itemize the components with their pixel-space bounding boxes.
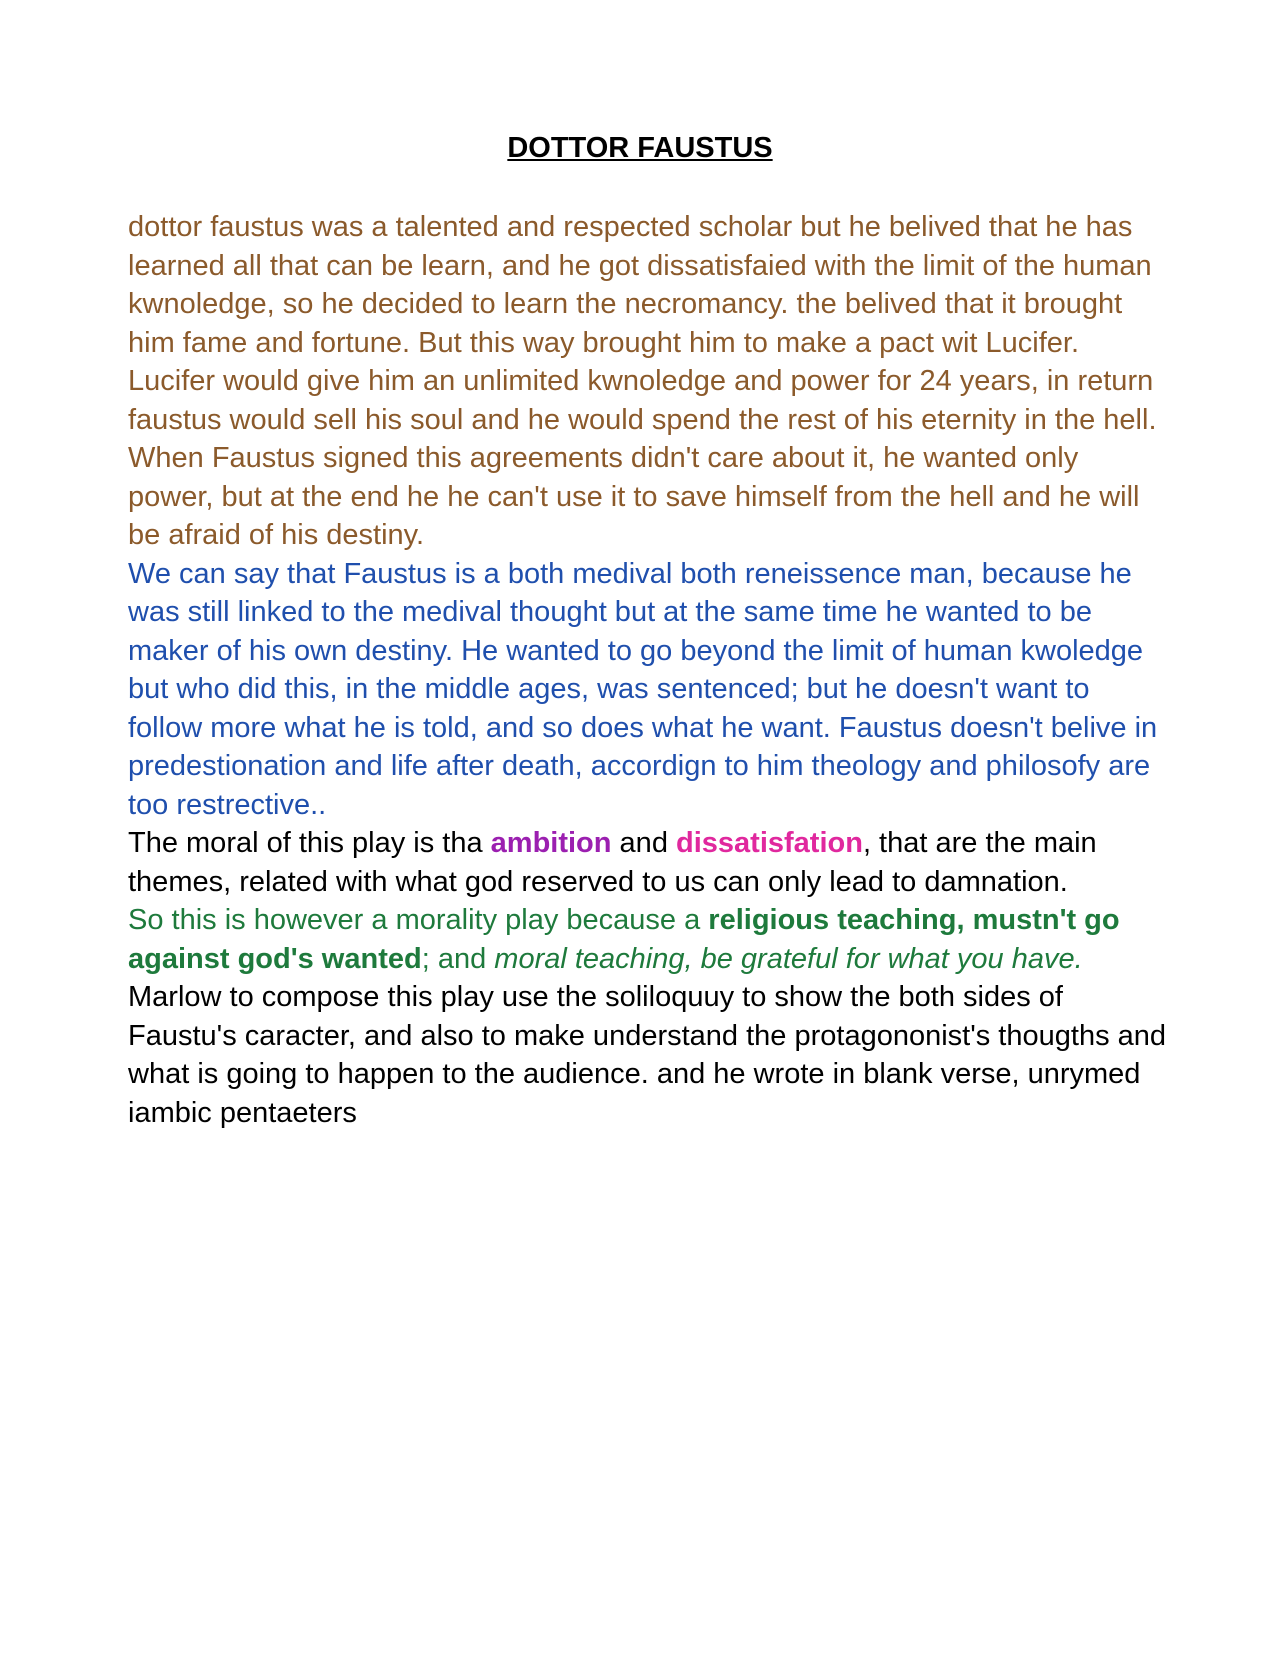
paragraph-plot: dottor faustus was a talented and respected scholar but he belived that he has learned all that can be learn, and he got dissatisfaied with the limit of the human kwnoledge, so he decided to learn the necromancy. the belived that it brought him fame and fortune. But this way brought him to make a pact wit Lucifer. Lucifer would give him an unlimited kwnoledge and power for 24 years, in return faustus would sell his soul and he would spend the rest of his eternity in the hell. When Faustus signed this agreements didn't care about it, he wanted only power, but at the end he he can't use it to save himself from the hell and he will be afraid of his destiny. <box>128 211 1157 551</box>
keyword-dissatisfation: dissatisfation <box>676 827 863 859</box>
paragraph-style: Marlow to compose this play use the soliloquuy to show the both sides of Faustu's caracter, and also to make understand the protagononist's thougths and what is going to happen to the audience. and he wrote in blank verse, unrymed iambic pentaeters <box>128 981 1167 1129</box>
moral-teaching-text: moral teaching, be grateful for what you have. <box>494 942 1083 975</box>
religious-teaching-text: religious teaching, mustn't go against god's wanted <box>128 904 1120 975</box>
paragraph-morality-play <box>128 901 1168 978</box>
paragraph-renaissance-man: We can say that Faustus is a both medival both reneissence man, because he was still linked to the medival thought but at the same time he wanted to be maker of his own destiny. He wanted to go beyond the limit of human kwoledge but who did this, in the middle ages, was sentenced; but he doesn't want to follow more what he is told, and so does what he want. Faustus doesn't belive in predestionation and life after death, accordign to him theology and philosofy are too restrective.. <box>128 557 1158 821</box>
keyword-ambition: ambition <box>490 827 612 859</box>
document-title: DOTTOR FAUSTUS <box>507 132 773 164</box>
morality-text-part-1: So this is however a morality play because a <box>128 904 709 936</box>
moral-text-part-3: , that are the main themes, related with what god reserved to us can only lead to damnation. <box>128 827 1097 898</box>
moral-text-part-2: and <box>611 827 676 859</box>
paragraph-moral <box>128 824 1168 901</box>
morality-text-part-2: ; and <box>421 942 495 975</box>
document-body <box>128 208 1168 1132</box>
moral-text-part-1: The moral of this play is tha <box>128 827 491 859</box>
